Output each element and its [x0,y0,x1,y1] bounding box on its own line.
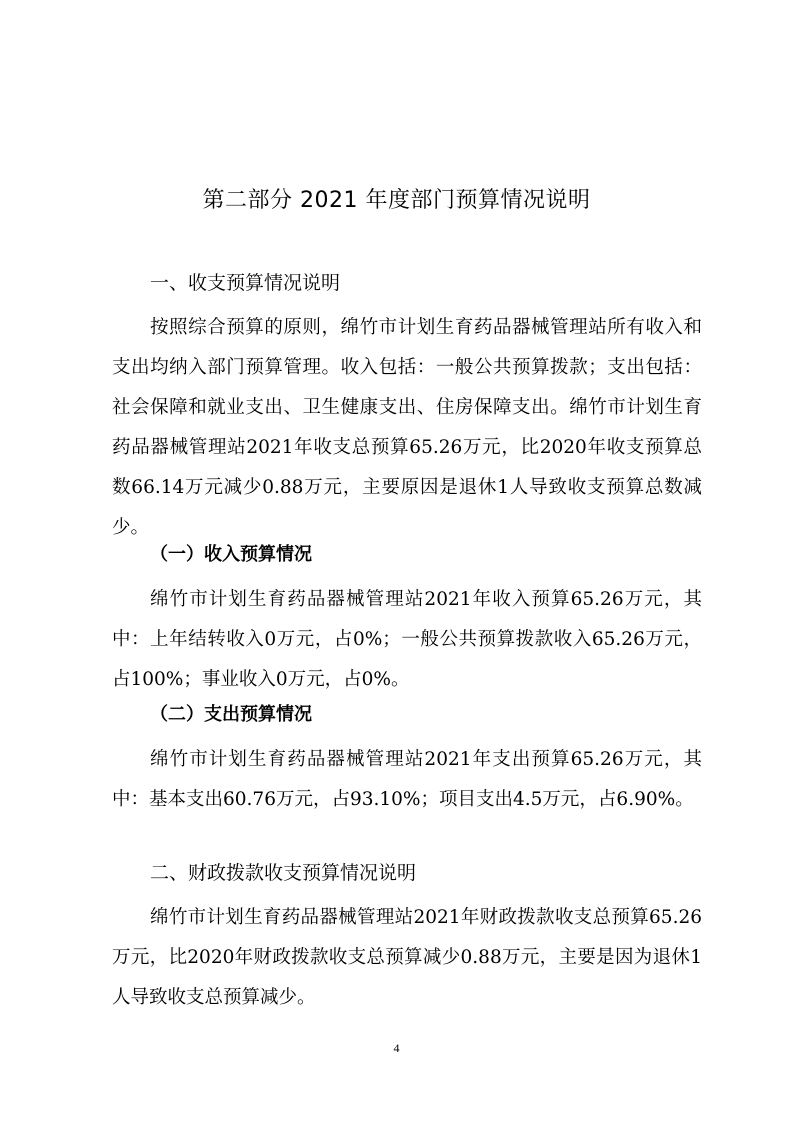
paragraph-fiscal-appropriation: 绵竹市计划生育药品器械管理站2021年财政拨款收支总预算65.26万元，比2020年财政拨款收支总预算减少0.88万元，主要是因为退休1人导致收支总预算减少。 [112,907,702,1008]
paragraph-budget-overview: 按照综合预算的原则，绵竹市计划生育药品器械管理站所有收入和支出均纳入部门预算管理。收入包括：一般公共预算拨款；支出包括：社会保障和就业支出、卫生健康支出、住房保障支出。绵竹市计划生育药品器械管理站2021年收支总预算65.26万元，比2020年收支预算总数66.14万元减少0.88万元，主要原因是退休1人导致收支预算总数减少。 [112,317,702,538]
subheading-income-budget: （一）收入预算情况 [150,544,312,565]
section-heading-fiscal-appropriation: 二、财政拨款收支预算情况说明 [150,862,417,884]
subheading-expenditure-budget: （二）支出预算情况 [150,704,312,725]
paragraph-expenditure-budget: 绵竹市计划生育药品器械管理站2021年支出预算65.26万元，其中：基本支出60.76万元，占93.10%；项目支出4.5万元，占6.90%。 [112,749,702,810]
page-number: 4 [393,1041,400,1055]
section-heading-budget-overview: 一、收支预算情况说明 [150,272,341,294]
page-title: 第二部分 2021 年度部门预算情况说明 [202,188,591,213]
paragraph-income-budget: 绵竹市计划生育药品器械管理站2021年收入预算65.26万元，其中：上年结转收入0万元，占0%；一般公共预算拨款收入65.26万元，占100%；事业收入0万元，占0%。 [112,589,702,690]
